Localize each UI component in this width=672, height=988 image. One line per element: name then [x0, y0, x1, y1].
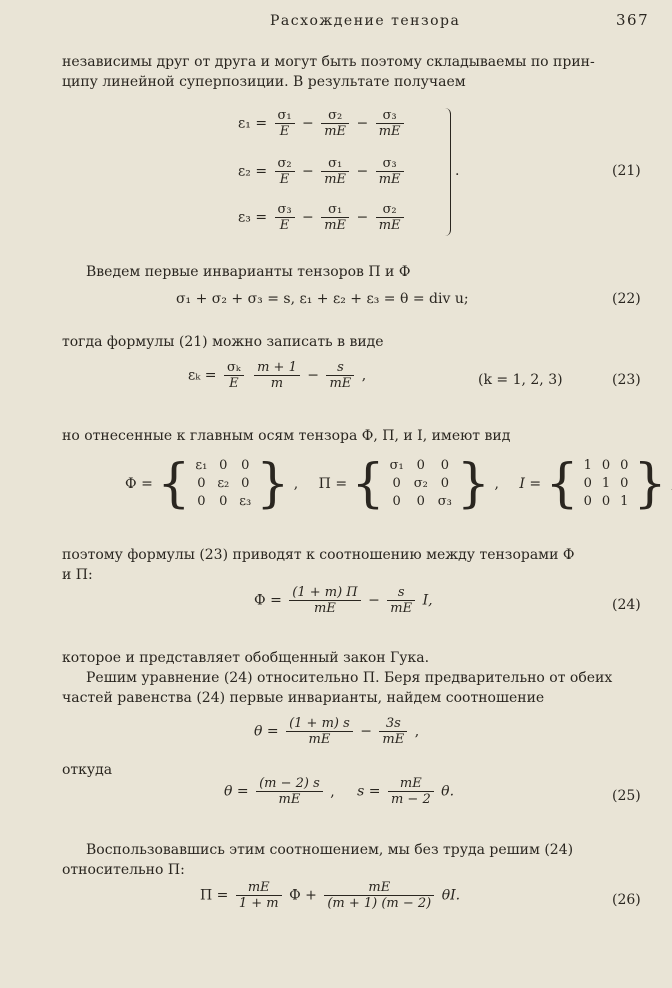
paragraph-line: независимы друг от друга и могут быть поэтому складываемы по прин-: [62, 54, 595, 70]
paragraph-line: ципу линейной суперпозиции. В результате получаем: [62, 74, 466, 90]
paragraph-line: частей равенства (24) первые инварианты, найдем соотношение: [62, 690, 545, 706]
equation-invariants: θ = $\frac{(1 + m) s}{mE}$ − $\frac{3s}{mE}$ ,: [254, 716, 420, 747]
paragraph-line: Введем первые инварианты тензоров П и Ф: [86, 264, 411, 280]
running-title: Расхождение тензора: [270, 13, 461, 29]
equation-label-23: (23): [612, 372, 641, 388]
paragraph-line: Решим уравнение (24) относительно П. Беря предварительно от обеих: [86, 670, 613, 686]
page-number: 367: [616, 11, 650, 29]
equation-label-21: (21): [612, 163, 641, 179]
equation-21-row-1: ε₁ = $\frac{\text{σ₁}}{E}$ − $\frac{\text{σ₂}}{mE}$ − $\frac{\text{σ₃}}{mE}$: [238, 108, 407, 139]
paragraph-line: относительно П:: [62, 862, 185, 878]
paragraph-line: Воспользовавшись этим соотношением, мы без труда решим (24): [86, 842, 574, 858]
matrix-phi: { ε₁ 0 0 0 ε₂ 0 0 0 ε₃ }: [157, 454, 290, 514]
equation-22: σ₁ + σ₂ + σ₃ = s, ε₁ + ε₂ + ε₃ = θ = div u;: [176, 291, 469, 307]
matrix-identity: { 1 0 0 0 1 0 0 0 1 }: [545, 454, 667, 514]
equation-26: П = $\frac{mE}{1 + m}$ Ф + $\frac{mE}{(m + 1) (m - 2)}$ θI.: [200, 880, 461, 911]
system-brace: [440, 108, 451, 236]
paragraph-line: тогда формулы (21) можно записать в виде: [62, 334, 384, 350]
paragraph-line: поэтому формулы (23) приводят к соотношению между тензорами Ф: [62, 547, 575, 563]
equation-23-condition: (k = 1, 2, 3): [478, 372, 563, 388]
equation-24: Ф = $\frac{(1 + m) П}{mE}$ − $\frac{s}{mE}$ I,: [254, 585, 433, 616]
paragraph-line: но отнесенные к главным осям тензора Ф, П, и I, имеют вид: [62, 428, 511, 444]
paragraph-line: которое и представляет обобщенный закон Гука.: [62, 650, 430, 666]
equation-label-24: (24): [612, 597, 641, 613]
equation-label-26: (26): [612, 892, 641, 908]
paragraph-line: и П:: [62, 567, 93, 583]
equation-label-25: (25): [612, 788, 641, 804]
equation-21-period: .: [455, 163, 460, 179]
matrix-pi: { σ₁ 0 0 0 σ₂ 0 0 0 σ₃ }: [351, 454, 490, 514]
equation-25: θ = $\frac{(m - 2) s}{mE}$ , s = $\frac{mE}{m - 2}$ θ.: [224, 776, 455, 807]
equation-matrices: Ф = { ε₁ 0 0 0 ε₂ 0 0 0 ε₃ } , П = { σ₁ 0 0 0 σ₂ 0 0 0 σ₃ } , I = { 1 0 0 0 1 0 0 0 1 }: [125, 454, 667, 514]
equation-21-row-3: ε₃ = $\frac{\text{σ₃}}{E}$ − $\frac{\text{σ₁}}{mE}$ − $\frac{\text{σ₂}}{mE}$: [238, 202, 407, 233]
paragraph-line: откуда: [62, 762, 113, 778]
equation-21-row-2: ε₂ = $\frac{\text{σ₂}}{E}$ − $\frac{\text{σ₁}}{mE}$ − $\frac{\text{σ₃}}{mE}$: [238, 156, 407, 187]
equation-label-22: (22): [612, 291, 641, 307]
equation-23: εₖ = $\frac{\text{σₖ}}{E}$ $\frac{m + 1}{m}$ − $\frac{s}{mE}$ ,: [188, 360, 367, 391]
